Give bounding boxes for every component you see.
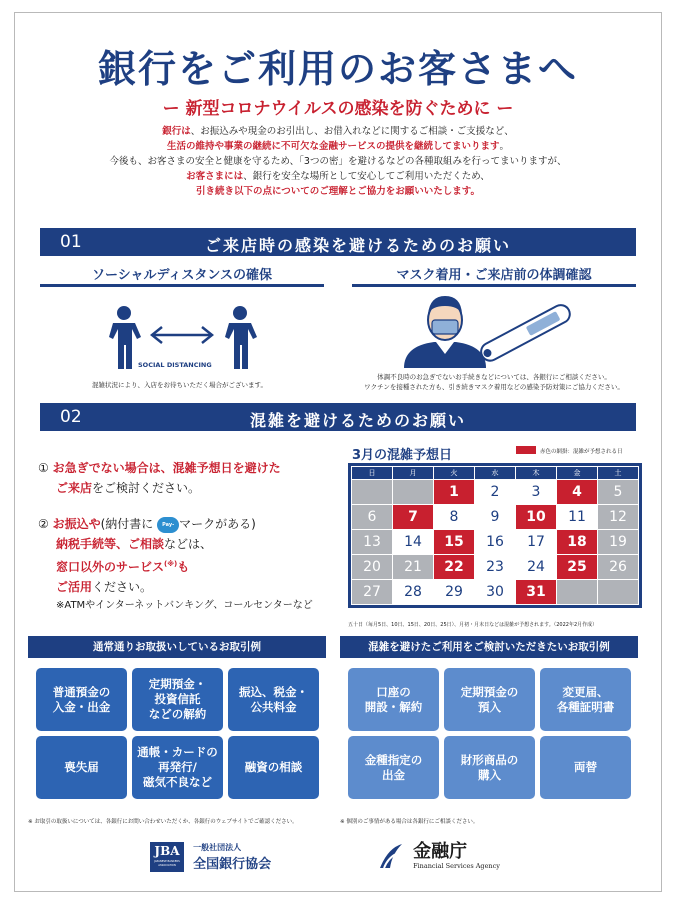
weekday-header: 土 xyxy=(598,467,639,480)
calendar-day: 4 xyxy=(557,480,598,505)
mask-note-1: 体調不良時のお急ぎでないお手続きなどについては、各銀行にご相談ください。 xyxy=(377,373,611,381)
calendar-day xyxy=(557,580,598,605)
section2-bar xyxy=(40,403,636,431)
intro-red-5: 引き続き以下の点についてのご理解とご協力をお願いいたします。 xyxy=(195,186,481,197)
calendar-day xyxy=(393,480,434,505)
fsa-emblem-icon xyxy=(378,842,404,870)
transaction-tile: 金種指定の 出金 xyxy=(348,736,439,799)
intro-line-3: 今後も、お客さまの安全と健康を守るため、「3つの密」を避けるなどの各種取組みを行ってまいりますが、 xyxy=(109,156,567,167)
jba-logo xyxy=(150,842,271,872)
item1-red: お急ぎでない場合は、混雑予想日を避けた xyxy=(52,461,281,475)
calendar-day: 27 xyxy=(352,580,393,605)
calendar-day: 2 xyxy=(475,480,516,505)
transaction-tile: 変更届、 各種証明書 xyxy=(540,668,631,731)
avoid-panel-heading: 混雑を避けたご利用をご検討いただきたいお取引例 xyxy=(340,636,638,658)
normal-panel-heading: 通常通りお取扱いしているお取引例 xyxy=(28,636,326,658)
calendar-day xyxy=(598,580,639,605)
calendar-day: 15 xyxy=(434,530,475,555)
normal-panel-note: ※ お取引の取扱いについては、各銀行にお問い合わせいただくか、各銀行のウェブサイトでご確認ください。 xyxy=(28,819,298,825)
section1-number: 01 xyxy=(60,232,82,252)
intro-text xyxy=(40,124,636,199)
calendar-title: 3月の混雑予想日 xyxy=(352,448,453,463)
jba-name: 全国銀行協会 xyxy=(193,857,272,872)
transaction-tile: 口座の 開設・解約 xyxy=(348,668,439,731)
item1-text: をご検討ください。 xyxy=(92,481,201,495)
social-distancing-label: SOCIAL DISTANCING xyxy=(138,361,212,369)
social-distance-underline xyxy=(40,284,324,287)
thermometer-icon xyxy=(470,302,580,362)
congestion-item-1 xyxy=(38,458,338,498)
calendar-day: 21 xyxy=(393,555,434,580)
fsa-logo xyxy=(378,842,500,870)
mask-underline xyxy=(352,284,636,287)
item2-red-2: 納税手続等、ご相談 xyxy=(56,537,165,551)
calendar-day: 25 xyxy=(557,555,598,580)
calendar-day: 5 xyxy=(598,480,639,505)
intro-line-4: 、銀行を安全な場所として安心してご利用いただくため、 xyxy=(243,171,490,182)
fsa-name: 金融庁 xyxy=(413,841,468,862)
item2-end: ください。 xyxy=(92,580,153,594)
calendar-day: 9 xyxy=(475,505,516,530)
avoid-congestion-panel xyxy=(340,636,638,812)
weekday-header: 木 xyxy=(516,467,557,480)
intro-red-1: 銀行は xyxy=(162,126,191,137)
intro-red-4: お客さまには xyxy=(186,171,244,182)
calendar-day: 26 xyxy=(598,555,639,580)
transaction-tile: 両替 xyxy=(540,736,631,799)
calendar-day: 29 xyxy=(434,580,475,605)
avoid-panel-note: ※ 個別のご事情がある場合は各銀行にご相談ください。 xyxy=(340,819,479,825)
item2-mid: (納付書に xyxy=(100,517,154,531)
calendar-day: 20 xyxy=(352,555,393,580)
section1-title: ご来店時の感染を避けるためのお願い xyxy=(204,236,511,255)
transaction-tile: 通帳・カードの 再発行/ 磁気不良など xyxy=(132,736,223,799)
item2-red-3: 窓口以外のサービス xyxy=(56,560,165,574)
intro-line-2-end: 。 xyxy=(499,141,510,152)
mask-note-2: ワクチンを接種された方も、引き続きマスク着用などの感染予防対策にご協力ください。 xyxy=(364,383,624,391)
calendar-day: 19 xyxy=(598,530,639,555)
intro-line-1: 、お振込みや現金のお引出し、お借入れなどに関するご相談・ご支援など、 xyxy=(190,126,514,137)
weekday-header: 火 xyxy=(434,467,475,480)
weekday-header: 金 xyxy=(557,467,598,480)
congestion-item-2 xyxy=(38,514,338,615)
item2-number: ② xyxy=(38,517,49,531)
person-right-icon xyxy=(225,306,257,369)
calendar-day: 22 xyxy=(434,555,475,580)
calendar-day: 30 xyxy=(475,580,516,605)
legend-label: 赤色の網掛：混雑が予想される日 xyxy=(540,449,623,455)
transaction-tile: 融資の相談 xyxy=(228,736,319,799)
transaction-tile: 普通預金の 入金・出金 xyxy=(36,668,127,731)
calendar-day: 14 xyxy=(393,530,434,555)
calendar-day: 18 xyxy=(557,530,598,555)
calendar-day: 10 xyxy=(516,505,557,530)
item1-red-2: ご来店 xyxy=(56,481,93,495)
weekday-header: 日 xyxy=(352,467,393,480)
item1-number: ① xyxy=(38,461,49,475)
item2-red: お振込や xyxy=(52,517,101,531)
calendar-note: 五十日（毎月5日、10日、15日、20日、25日）、月初・月末日などは混雑が予想されます。（2022年2月作成） xyxy=(348,622,598,628)
calendar-day xyxy=(352,480,393,505)
calendar-day: 16 xyxy=(475,530,516,555)
item2-superscript: (※) xyxy=(164,560,178,568)
calendar-day: 3 xyxy=(516,480,557,505)
page-subtitle: ー 新型コロナウイルスの感染を防ぐために ー xyxy=(162,99,514,119)
transaction-tile: 定期預金・ 投資信託 などの解約 xyxy=(132,668,223,731)
legend-swatch xyxy=(516,446,536,454)
item2-note: ※ATMやインターネットバンキング、コールセンターなど xyxy=(56,600,313,611)
transaction-tile: 振込、税金・ 公共料金 xyxy=(228,668,319,731)
social-distance-note: 混雑状況により、入店をお待ちいただく場合がございます。 xyxy=(92,381,267,389)
transaction-tile: 財形商品の 購入 xyxy=(444,736,535,799)
item2-red-4: も xyxy=(177,560,190,574)
calendar-day: 8 xyxy=(434,505,475,530)
pay-easy-mark-icon: Pay- xyxy=(157,517,179,533)
calendar-day: 24 xyxy=(516,555,557,580)
section2-number: 02 xyxy=(60,407,82,427)
item2-mid-3: などは、 xyxy=(164,537,213,551)
section2-title: 混雑を避けるためのお願い xyxy=(249,411,466,430)
fsa-english-name: Financial Services Agency xyxy=(413,862,500,870)
calendar-day: 31 xyxy=(516,580,557,605)
calendar-day: 12 xyxy=(598,505,639,530)
calendar-grid xyxy=(348,463,642,608)
jba-small-label: 一般社団法人 xyxy=(193,843,242,852)
weekday-header: 月 xyxy=(393,467,434,480)
section1-bar xyxy=(40,228,636,256)
item2-mid-2: マークがある) xyxy=(179,517,256,531)
calendar-day: 13 xyxy=(352,530,393,555)
calendar-day: 7 xyxy=(393,505,434,530)
calendar-day: 11 xyxy=(557,505,598,530)
transaction-tile: 定期預金の 預入 xyxy=(444,668,535,731)
social-distance-heading: ソーシャルディスタンスの確保 xyxy=(91,268,273,283)
calendar-day: 1 xyxy=(434,480,475,505)
item2-red-5: ご活用 xyxy=(56,580,93,594)
person-left-icon xyxy=(109,306,141,369)
jba-mark-icon: JBA JAPANESE BANKERS ASSOCIATION xyxy=(150,842,184,872)
double-arrow-icon xyxy=(152,327,212,343)
page-title: 銀行をご利用のお客さまへ xyxy=(97,47,578,91)
transaction-tile: 喪失届 xyxy=(36,736,127,799)
calendar-day: 17 xyxy=(516,530,557,555)
weekday-header: 水 xyxy=(475,467,516,480)
calendar-day: 28 xyxy=(393,580,434,605)
normal-transactions-panel xyxy=(28,636,326,812)
mask-heading: マスク着用・ご来店前の体調確認 xyxy=(396,268,592,283)
calendar-day: 6 xyxy=(352,505,393,530)
calendar-day: 23 xyxy=(475,555,516,580)
intro-red-2: 生活の維持や事業の継続に不可欠な金融サービスの提供を継続してまいります xyxy=(166,141,500,152)
